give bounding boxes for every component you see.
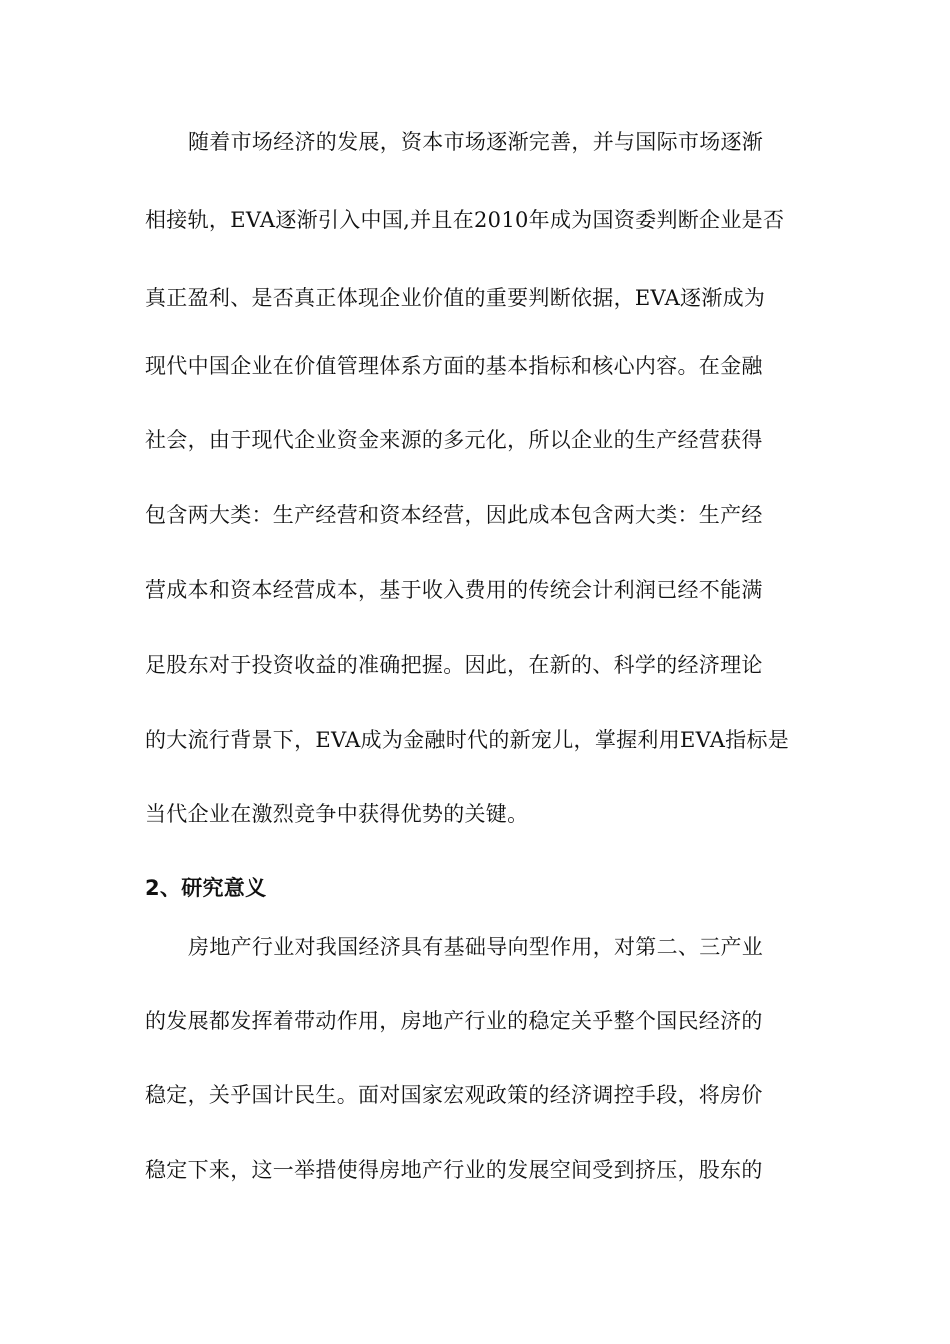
paragraph-line: 当代企业在激烈竞争中获得优势的关键。 — [145, 802, 529, 826]
paragraph-line: 包含两大类：生产经营和资本经营，因此成本包含两大类：生产经 — [145, 503, 763, 527]
paragraph-line: 相接轨，EVA逐渐引入中国,并且在2010年成为国资委判断企业是否 — [145, 208, 785, 232]
section-heading: 2、研究意义 — [145, 876, 267, 900]
paragraph-line: 的大流行背景下，EVA成为金融时代的新宠儿，掌握利用EVA指标是 — [145, 728, 790, 752]
paragraph-line: 房地产行业对我国经济具有基础导向型作用，对第二、三产业 — [188, 935, 764, 959]
paragraph-line: 稳定，关乎国计民生。面对国家宏观政策的经济调控手段，将房价 — [145, 1083, 763, 1107]
paragraph-line: 社会，由于现代企业资金来源的多元化，所以企业的生产经营获得 — [145, 428, 763, 452]
paragraph-line: 的发展都发挥着带动作用，房地产行业的稳定关乎整个国民经济的 — [145, 1009, 763, 1033]
paragraph-line: 现代中国企业在价值管理体系方面的基本指标和核心内容。在金融 — [145, 354, 763, 378]
paragraph-line: 真正盈利、是否真正体现企业价值的重要判断依据，EVA逐渐成为 — [145, 286, 766, 310]
paragraph-line: 营成本和资本经营成本，基于收入费用的传统会计利润已经不能满 — [145, 578, 763, 602]
paragraph-line: 稳定下来，这一举措使得房地产行业的发展空间受到挤压，股东的 — [145, 1158, 763, 1182]
paragraph-line: 随着市场经济的发展，资本市场逐渐完善，并与国际市场逐渐 — [188, 130, 764, 154]
paragraph-line: 足股东对于投资收益的准确把握。因此，在新的、科学的经济理论 — [145, 653, 763, 677]
